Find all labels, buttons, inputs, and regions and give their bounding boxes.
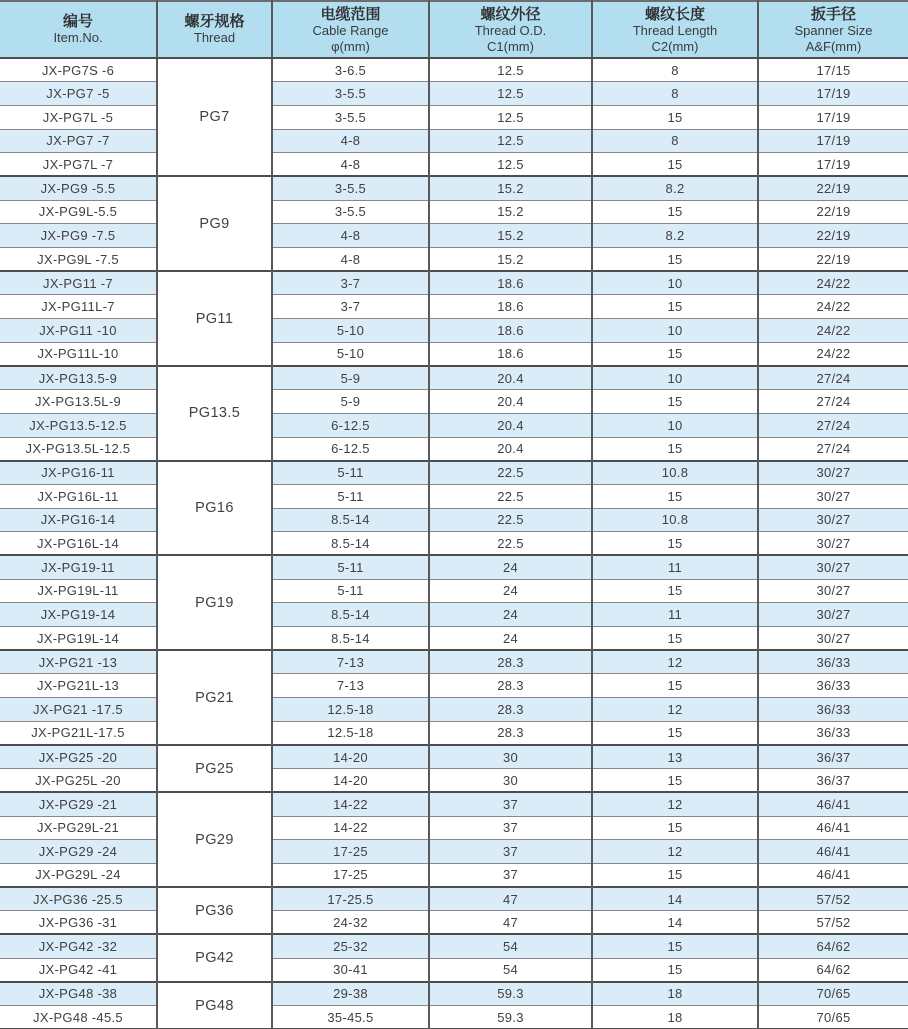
col-header-unit: A&F(mm) [805, 38, 862, 54]
spanner-size-cell: 30/27 [758, 461, 908, 485]
cable-range-cell: 17-25 [272, 840, 429, 864]
spanner-size-cell: 27/24 [758, 437, 908, 461]
item-no-cell: JX-PG21L-13 [0, 674, 157, 698]
col-header-cable-range [272, 1, 429, 58]
spanner-size-cell: 24/22 [758, 271, 908, 295]
table-row [0, 627, 908, 651]
col-header-en: Thread O.D. [474, 22, 547, 38]
thread-length-cell: 13 [592, 745, 758, 769]
item-no-cell: JX-PG29 -24 [0, 840, 157, 864]
thread-group-cell: PG7 [157, 58, 272, 176]
spanner-size-cell: 36/33 [758, 721, 908, 745]
spanner-size-cell: 30/27 [758, 555, 908, 579]
table-row [0, 105, 908, 129]
cable-range-cell: 8.5-14 [272, 508, 429, 532]
thread-od-cell: 22.5 [429, 508, 592, 532]
thread-group-cell: PG16 [157, 461, 272, 556]
thread-length-cell: 15 [592, 295, 758, 319]
cable-range-cell: 17-25 [272, 863, 429, 887]
thread-length-cell: 15 [592, 627, 758, 651]
thread-length-cell: 10 [592, 319, 758, 343]
thread-length-cell: 8.2 [592, 176, 758, 200]
col-header-unit: C1(mm) [487, 38, 534, 54]
thread-length-cell: 18 [592, 982, 758, 1006]
spanner-size-cell: 46/41 [758, 816, 908, 840]
item-no-cell: JX-PG16L-11 [0, 484, 157, 508]
thread-length-cell: 15 [592, 934, 758, 958]
item-no-cell: JX-PG19-14 [0, 603, 157, 627]
thread-od-cell: 12.5 [429, 105, 592, 129]
cable-range-cell: 3-5.5 [272, 82, 429, 106]
table-row [0, 319, 908, 343]
spanner-size-cell: 57/52 [758, 911, 908, 935]
item-no-cell: JX-PG7S -6 [0, 58, 157, 82]
table-row [0, 745, 908, 769]
cable-range-cell: 3-5.5 [272, 105, 429, 129]
thread-length-cell: 15 [592, 958, 758, 982]
cable-range-cell: 35-45.5 [272, 1006, 429, 1029]
table-row [0, 390, 908, 414]
cable-range-cell: 8.5-14 [272, 627, 429, 651]
table-row [0, 721, 908, 745]
cable-range-cell: 4-8 [272, 248, 429, 272]
thread-od-cell: 22.5 [429, 532, 592, 556]
table-row [0, 248, 908, 272]
cable-range-cell: 4-8 [272, 153, 429, 177]
thread-length-cell: 8 [592, 129, 758, 153]
table-row [0, 58, 908, 82]
cable-range-cell: 5-11 [272, 555, 429, 579]
cable-range-cell: 6-12.5 [272, 413, 429, 437]
cable-range-cell: 12.5-18 [272, 721, 429, 745]
thread-length-cell: 15 [592, 532, 758, 556]
thread-od-cell: 15.2 [429, 224, 592, 248]
item-no-cell: JX-PG48 -45.5 [0, 1006, 157, 1029]
spanner-size-cell: 46/41 [758, 840, 908, 864]
table-row [0, 982, 908, 1006]
thread-length-cell: 11 [592, 555, 758, 579]
col-header-zh: 螺纹长度 [644, 5, 705, 23]
item-no-cell: JX-PG9 -5.5 [0, 176, 157, 200]
thread-group-cell: PG13.5 [157, 366, 272, 461]
thread-od-cell: 18.6 [429, 319, 592, 343]
table-row [0, 650, 908, 674]
item-no-cell: JX-PG36 -25.5 [0, 887, 157, 911]
table-row [0, 887, 908, 911]
thread-od-cell: 59.3 [429, 982, 592, 1006]
thread-length-cell: 15 [592, 674, 758, 698]
thread-od-cell: 20.4 [429, 437, 592, 461]
table-row [0, 792, 908, 816]
cable-range-cell: 5-9 [272, 390, 429, 414]
cable-range-cell: 5-10 [272, 319, 429, 343]
table-row [0, 461, 908, 485]
thread-length-cell: 15 [592, 200, 758, 224]
thread-od-cell: 12.5 [429, 153, 592, 177]
spanner-size-cell: 17/19 [758, 153, 908, 177]
spanner-size-cell: 36/33 [758, 674, 908, 698]
thread-od-cell: 22.5 [429, 484, 592, 508]
thread-od-cell: 15.2 [429, 200, 592, 224]
spanner-size-cell: 30/27 [758, 484, 908, 508]
table-row [0, 508, 908, 532]
col-header-zh: 电缆范围 [320, 5, 381, 23]
thread-length-cell: 15 [592, 816, 758, 840]
spanner-size-cell: 24/22 [758, 319, 908, 343]
thread-length-cell: 15 [592, 769, 758, 793]
cable-range-cell: 12.5-18 [272, 698, 429, 722]
thread-od-cell: 24 [429, 627, 592, 651]
col-header-en: Cable Range [312, 22, 389, 38]
item-no-cell: JX-PG29 -21 [0, 792, 157, 816]
header-row [0, 1, 908, 58]
item-no-cell: JX-PG16-14 [0, 508, 157, 532]
table-row [0, 674, 908, 698]
spanner-size-cell: 17/15 [758, 58, 908, 82]
item-no-cell: JX-PG42 -32 [0, 934, 157, 958]
thread-length-cell: 8.2 [592, 224, 758, 248]
thread-length-cell: 15 [592, 721, 758, 745]
table-row [0, 555, 908, 579]
item-no-cell: JX-PG48 -38 [0, 982, 157, 1006]
spanner-size-cell: 24/22 [758, 342, 908, 366]
table-row [0, 532, 908, 556]
item-no-cell: JX-PG29L-21 [0, 816, 157, 840]
thread-length-cell: 10 [592, 413, 758, 437]
item-no-cell: JX-PG29L -24 [0, 863, 157, 887]
thread-length-cell: 15 [592, 437, 758, 461]
item-no-cell: JX-PG25 -20 [0, 745, 157, 769]
cable-range-cell: 14-20 [272, 769, 429, 793]
item-no-cell: JX-PG25L -20 [0, 769, 157, 793]
table-row [0, 579, 908, 603]
col-header-item-no [0, 1, 157, 58]
cable-range-cell: 6-12.5 [272, 437, 429, 461]
thread-od-cell: 24 [429, 603, 592, 627]
table-row [0, 484, 908, 508]
thread-length-cell: 15 [592, 342, 758, 366]
thread-group-cell: PG48 [157, 982, 272, 1029]
cable-range-cell: 14-20 [272, 745, 429, 769]
cable-range-cell: 8.5-14 [272, 532, 429, 556]
thread-length-cell: 10 [592, 271, 758, 295]
table-row [0, 1006, 908, 1029]
table-row [0, 816, 908, 840]
cable-range-cell: 5-9 [272, 366, 429, 390]
thread-length-cell: 15 [592, 153, 758, 177]
thread-group-cell: PG42 [157, 934, 272, 981]
thread-od-cell: 20.4 [429, 390, 592, 414]
table-row [0, 200, 908, 224]
table-row [0, 934, 908, 958]
thread-group-cell: PG11 [157, 271, 272, 366]
thread-length-cell: 12 [592, 650, 758, 674]
spanner-size-cell: 46/41 [758, 863, 908, 887]
thread-od-cell: 30 [429, 745, 592, 769]
thread-length-cell: 8 [592, 58, 758, 82]
table-row [0, 82, 908, 106]
col-header-spanner-size [758, 1, 908, 58]
item-no-cell: JX-PG13.5-12.5 [0, 413, 157, 437]
spanner-size-cell: 22/19 [758, 176, 908, 200]
thread-od-cell: 12.5 [429, 129, 592, 153]
spanner-size-cell: 64/62 [758, 934, 908, 958]
spanner-size-cell: 17/19 [758, 105, 908, 129]
table-row [0, 295, 908, 319]
cable-range-cell: 24-32 [272, 911, 429, 935]
col-header-zh: 扳手径 [810, 5, 856, 23]
spanner-size-cell: 17/19 [758, 82, 908, 106]
spanner-size-cell: 22/19 [758, 200, 908, 224]
item-no-cell: JX-PG13.5L-9 [0, 390, 157, 414]
thread-length-cell: 12 [592, 840, 758, 864]
thread-od-cell: 28.3 [429, 698, 592, 722]
thread-od-cell: 18.6 [429, 271, 592, 295]
item-no-cell: JX-PG13.5L-12.5 [0, 437, 157, 461]
table-row [0, 603, 908, 627]
spanner-size-cell: 46/41 [758, 792, 908, 816]
col-header-en: Thread Length [632, 22, 718, 38]
spanner-size-cell: 30/27 [758, 627, 908, 651]
item-no-cell: JX-PG42 -41 [0, 958, 157, 982]
thread-od-cell: 12.5 [429, 58, 592, 82]
item-no-cell: JX-PG7 -5 [0, 82, 157, 106]
thread-length-cell: 10.8 [592, 461, 758, 485]
table-row [0, 769, 908, 793]
table-row [0, 863, 908, 887]
thread-length-cell: 15 [592, 390, 758, 414]
table-row [0, 153, 908, 177]
item-no-cell: JX-PG11L-10 [0, 342, 157, 366]
thread-length-cell: 10 [592, 366, 758, 390]
thread-od-cell: 37 [429, 840, 592, 864]
thread-od-cell: 22.5 [429, 461, 592, 485]
thread-od-cell: 54 [429, 934, 592, 958]
item-no-cell: JX-PG7L -5 [0, 105, 157, 129]
item-no-cell: JX-PG13.5-9 [0, 366, 157, 390]
table-row [0, 911, 908, 935]
thread-group-cell: PG29 [157, 792, 272, 887]
cable-range-cell: 3-5.5 [272, 200, 429, 224]
col-header-thread-od [429, 1, 592, 58]
table-row [0, 437, 908, 461]
table-row [0, 840, 908, 864]
cable-range-cell: 3-7 [272, 295, 429, 319]
item-no-cell: JX-PG21L-17.5 [0, 721, 157, 745]
item-no-cell: JX-PG7 -7 [0, 129, 157, 153]
item-no-cell: JX-PG11 -7 [0, 271, 157, 295]
cable-range-cell: 5-11 [272, 461, 429, 485]
cable-range-cell: 4-8 [272, 129, 429, 153]
item-no-cell: JX-PG9L-5.5 [0, 200, 157, 224]
cable-range-cell: 8.5-14 [272, 603, 429, 627]
thread-od-cell: 28.3 [429, 721, 592, 745]
table-row [0, 958, 908, 982]
col-header-thread-length [592, 1, 758, 58]
spanner-size-cell: 64/62 [758, 958, 908, 982]
table-row [0, 342, 908, 366]
spanner-size-cell: 30/27 [758, 579, 908, 603]
thread-od-cell: 24 [429, 579, 592, 603]
item-no-cell: JX-PG36 -31 [0, 911, 157, 935]
table-header [0, 1, 908, 58]
item-no-cell: JX-PG11 -10 [0, 319, 157, 343]
cable-range-cell: 25-32 [272, 934, 429, 958]
spanner-size-cell: 17/19 [758, 129, 908, 153]
spanner-size-cell: 70/65 [758, 1006, 908, 1029]
item-no-cell: JX-PG21 -13 [0, 650, 157, 674]
item-no-cell: JX-PG19L-14 [0, 627, 157, 651]
col-header-zh: 螺纹外径 [480, 5, 541, 23]
thread-length-cell: 15 [592, 105, 758, 129]
thread-group-cell: PG19 [157, 555, 272, 650]
cable-range-cell: 14-22 [272, 816, 429, 840]
spanner-size-cell: 27/24 [758, 413, 908, 437]
table-row [0, 129, 908, 153]
spanner-size-cell: 36/33 [758, 650, 908, 674]
spanner-size-cell: 30/27 [758, 603, 908, 627]
spanner-size-cell: 36/37 [758, 769, 908, 793]
item-no-cell: JX-PG19-11 [0, 555, 157, 579]
thread-length-cell: 11 [592, 603, 758, 627]
thread-length-cell: 15 [592, 579, 758, 603]
col-header-unit: C2(mm) [651, 38, 699, 54]
thread-length-cell: 15 [592, 248, 758, 272]
table-row [0, 413, 908, 437]
thread-od-cell: 30 [429, 769, 592, 793]
cable-range-cell: 5-11 [272, 484, 429, 508]
thread-length-cell: 12 [592, 792, 758, 816]
spanner-size-cell: 36/33 [758, 698, 908, 722]
thread-length-cell: 8 [592, 82, 758, 106]
item-no-cell: JX-PG9 -7.5 [0, 224, 157, 248]
spanner-size-cell: 27/24 [758, 366, 908, 390]
thread-length-cell: 15 [592, 863, 758, 887]
cable-range-cell: 14-22 [272, 792, 429, 816]
item-no-cell: JX-PG16-11 [0, 461, 157, 485]
cable-range-cell: 5-10 [272, 342, 429, 366]
col-header-zh: 螺牙规格 [184, 13, 245, 30]
thread-length-cell: 14 [592, 887, 758, 911]
thread-od-cell: 15.2 [429, 176, 592, 200]
cable-range-cell: 7-13 [272, 650, 429, 674]
thread-length-cell: 14 [592, 911, 758, 935]
thread-group-cell: PG9 [157, 176, 272, 271]
thread-od-cell: 54 [429, 958, 592, 982]
thread-od-cell: 24 [429, 555, 592, 579]
spanner-size-cell: 36/37 [758, 745, 908, 769]
thread-od-cell: 59.3 [429, 1006, 592, 1029]
table-row [0, 366, 908, 390]
item-no-cell: JX-PG9L -7.5 [0, 248, 157, 272]
spanner-size-cell: 22/19 [758, 224, 908, 248]
spanner-size-cell: 57/52 [758, 887, 908, 911]
thread-group-cell: PG21 [157, 650, 272, 745]
thread-group-cell: PG25 [157, 745, 272, 792]
col-header-en: Spanner Size [794, 22, 873, 38]
col-header-zh: 编号 [62, 13, 93, 30]
thread-length-cell: 18 [592, 1006, 758, 1029]
item-no-cell: JX-PG11L-7 [0, 295, 157, 319]
thread-od-cell: 28.3 [429, 650, 592, 674]
thread-length-cell: 10.8 [592, 508, 758, 532]
spanner-size-cell: 24/22 [758, 295, 908, 319]
thread-od-cell: 37 [429, 816, 592, 840]
spanner-size-cell: 22/19 [758, 248, 908, 272]
thread-od-cell: 20.4 [429, 413, 592, 437]
table-row [0, 271, 908, 295]
col-header-thread [157, 1, 272, 58]
spanner-size-cell: 30/27 [758, 508, 908, 532]
thread-od-cell: 20.4 [429, 366, 592, 390]
thread-od-cell: 18.6 [429, 295, 592, 319]
thread-od-cell: 47 [429, 911, 592, 935]
item-no-cell: JX-PG7L -7 [0, 153, 157, 177]
thread-od-cell: 37 [429, 792, 592, 816]
item-no-cell: JX-PG21 -17.5 [0, 698, 157, 722]
spanner-size-cell: 27/24 [758, 390, 908, 414]
table-row [0, 224, 908, 248]
item-no-cell: JX-PG16L-14 [0, 532, 157, 556]
thread-od-cell: 12.5 [429, 82, 592, 106]
thread-length-cell: 15 [592, 484, 758, 508]
cable-range-cell: 17-25.5 [272, 887, 429, 911]
cable-range-cell: 3-5.5 [272, 176, 429, 200]
thread-od-cell: 18.6 [429, 342, 592, 366]
col-header-unit: φ(mm) [331, 38, 370, 54]
cable-range-cell: 3-6.5 [272, 58, 429, 82]
cable-range-cell: 7-13 [272, 674, 429, 698]
thread-od-cell: 15.2 [429, 248, 592, 272]
table-row [0, 698, 908, 722]
cable-range-cell: 3-7 [272, 271, 429, 295]
thread-od-cell: 47 [429, 887, 592, 911]
cable-range-cell: 30-41 [272, 958, 429, 982]
item-no-cell: JX-PG19L-11 [0, 579, 157, 603]
spanner-size-cell: 70/65 [758, 982, 908, 1006]
spanner-size-cell: 30/27 [758, 532, 908, 556]
thread-od-cell: 28.3 [429, 674, 592, 698]
table-row [0, 176, 908, 200]
thread-group-cell: PG36 [157, 887, 272, 934]
cable-range-cell: 29-38 [272, 982, 429, 1006]
col-header-en: Item.No. [53, 30, 103, 45]
cable-range-cell: 5-11 [272, 579, 429, 603]
col-header-en: Thread [193, 30, 236, 45]
thread-od-cell: 37 [429, 863, 592, 887]
cable-range-cell: 4-8 [272, 224, 429, 248]
thread-length-cell: 12 [592, 698, 758, 722]
spec-table-body [0, 58, 908, 1029]
